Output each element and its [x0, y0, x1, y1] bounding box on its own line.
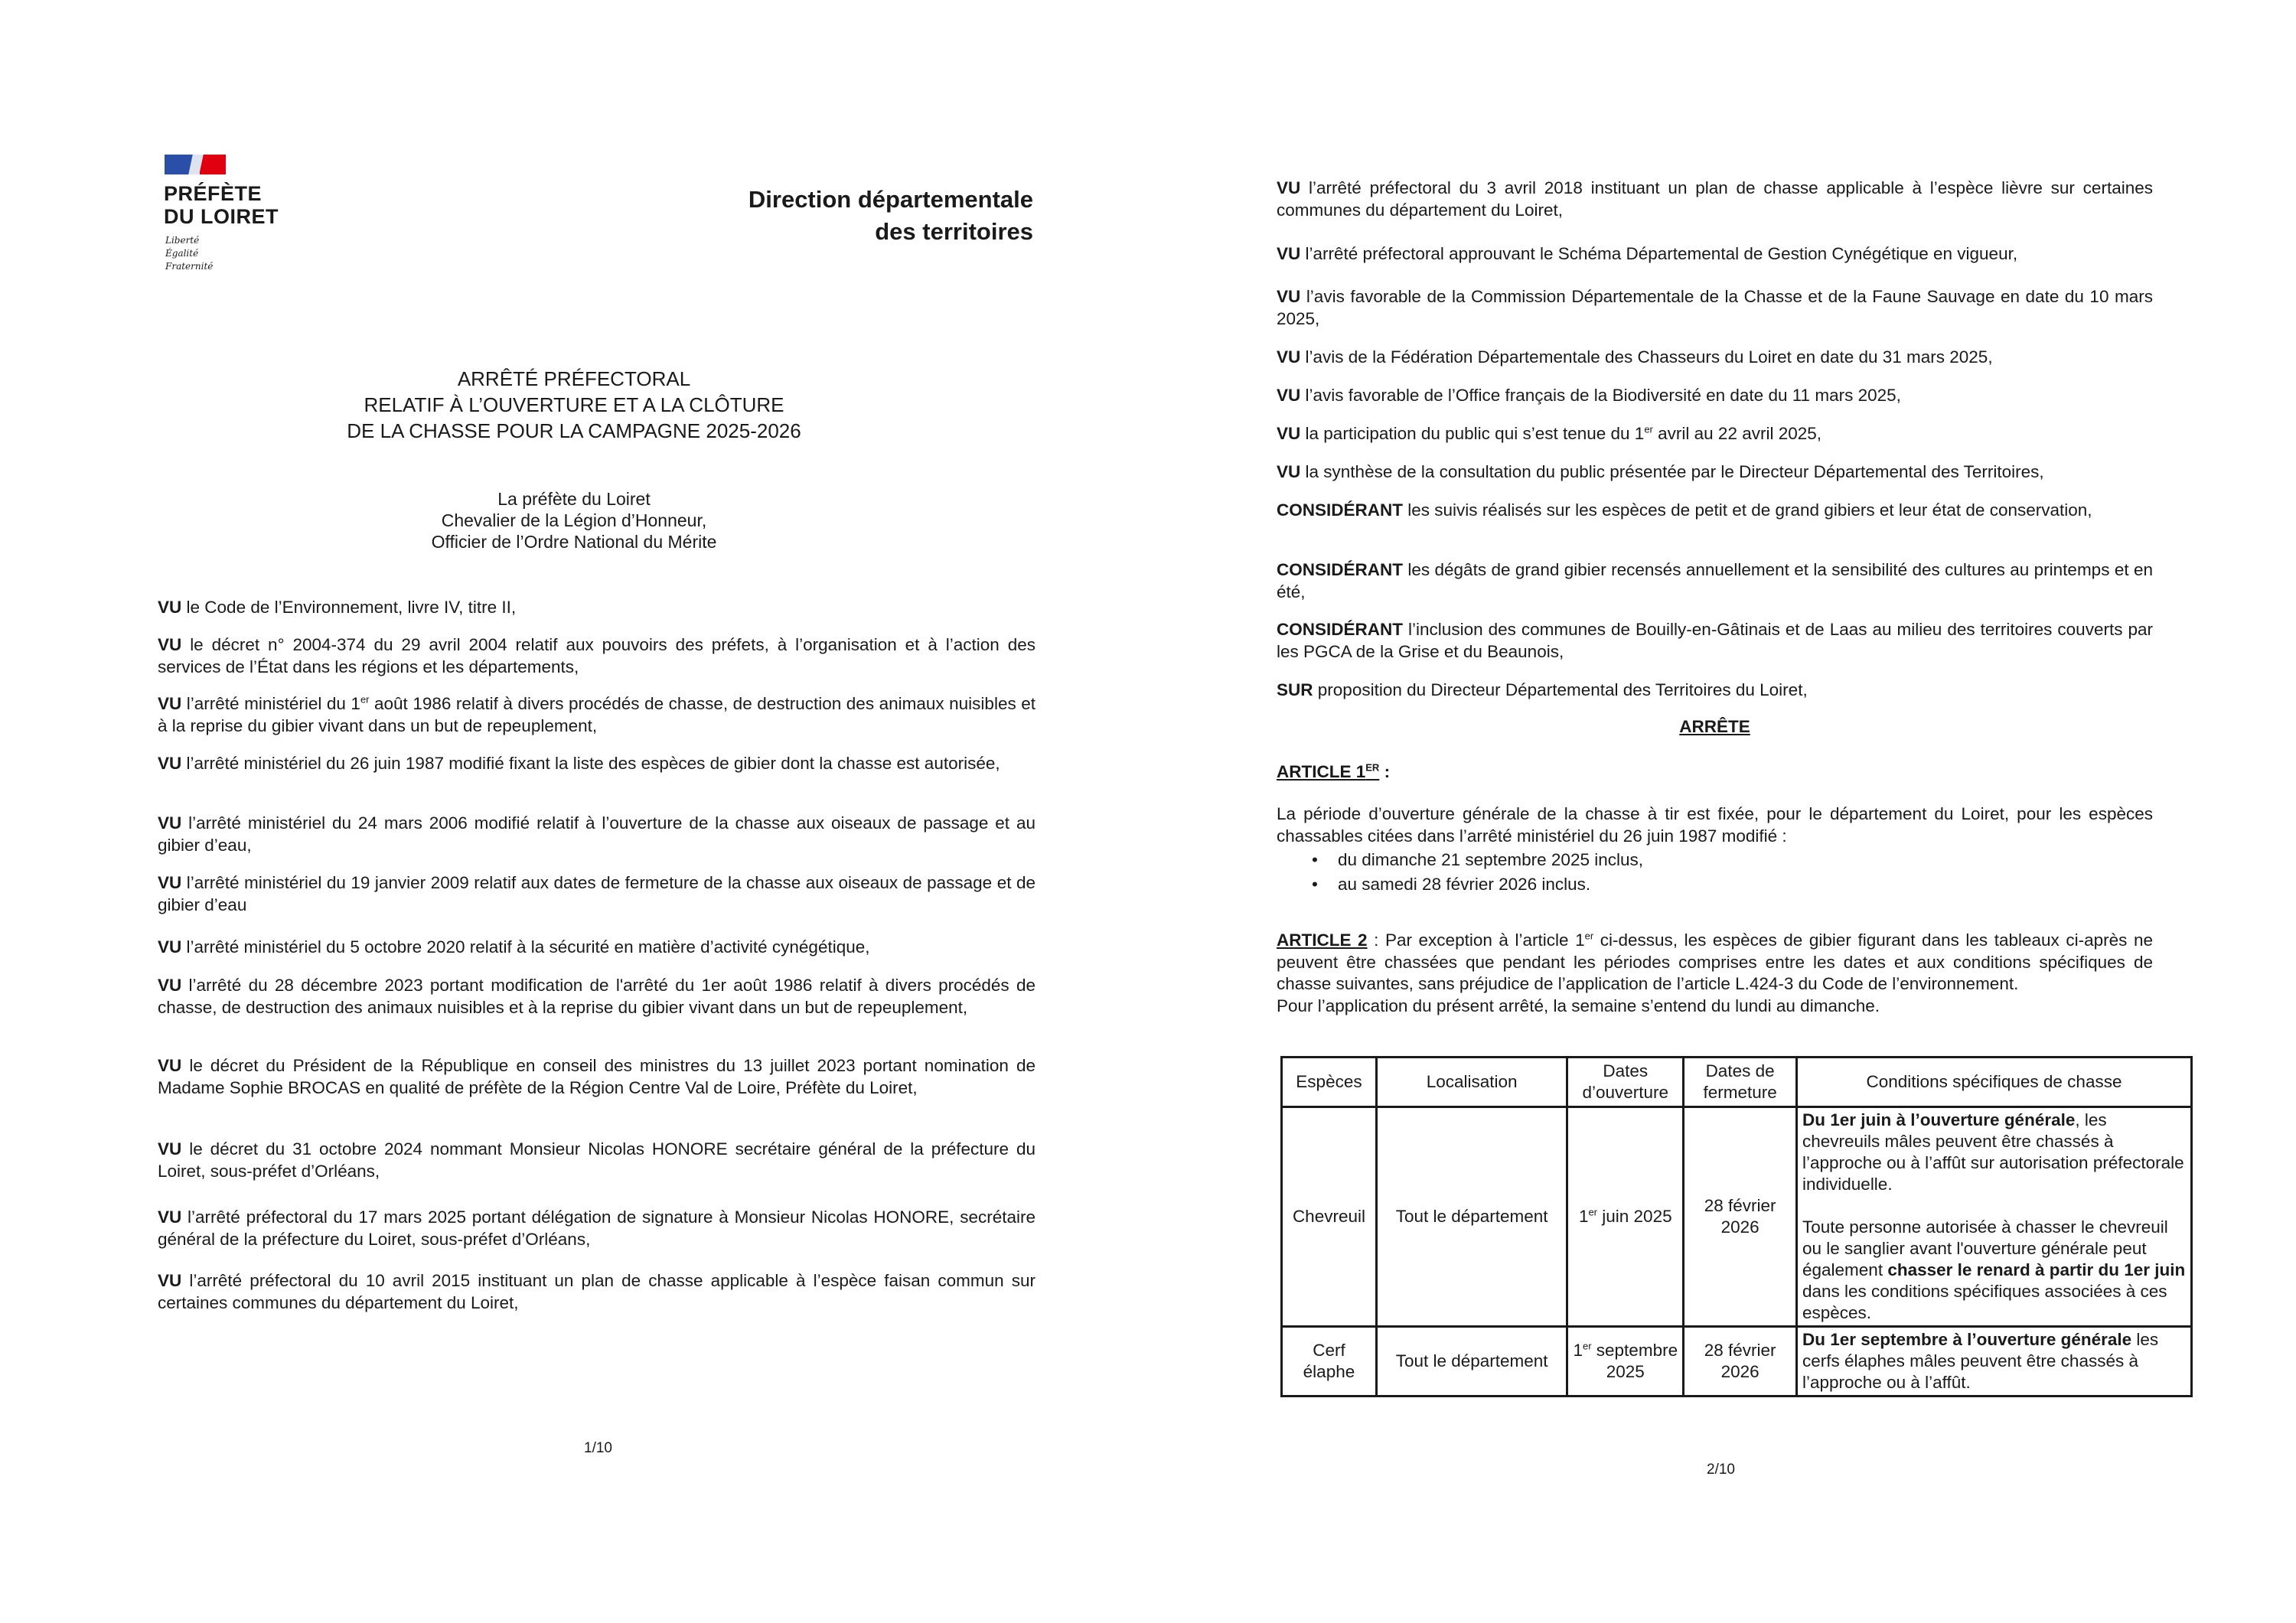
considerant-paragraph-2: [1277, 559, 2153, 603]
superscript: er: [360, 693, 370, 706]
vu-paragraph-18: [1277, 423, 2153, 445]
condition-text: les cerfs élaphes mâles peuvent être chassés à l’approche ou à l’affût.: [1802, 1330, 2159, 1392]
vu-label: VU: [1277, 347, 1301, 367]
vu-label: VU: [158, 694, 182, 713]
column-header: Espèces: [1282, 1058, 1377, 1107]
conditions-cell: [1797, 1107, 2192, 1327]
paragraph-text: l’arrêté préfectoral approuvant le Schéma Départemental de Gestion Cynégétique en vigueur,: [1305, 244, 2018, 263]
paragraph-text: la synthèse de la consultation du public présentée par le Directeur Départemental des Territoires,: [1305, 462, 2044, 481]
vu-paragraph-11: [158, 1207, 1035, 1250]
vu-paragraph-12: [158, 1270, 1035, 1314]
superscript: er: [1644, 423, 1653, 435]
article-1-colon: :: [1379, 762, 1391, 781]
condition-bold: Du 1er septembre à l’ouverture générale: [1802, 1330, 2132, 1349]
prefecture-brand: [164, 182, 279, 228]
considerant-paragraph-1: [1277, 500, 2153, 522]
title-line-1: ARRÊTÉ PRÉFECTORAL: [457, 367, 691, 390]
vu-paragraph-3: [158, 693, 1035, 737]
vu-paragraph-10: [158, 1139, 1035, 1182]
paragraph-text: l’arrêté ministériel du 24 mars 2006 modifié relatif à l’ouverture de la chasse aux oiseaux de passage et au gibier d’eau,: [158, 813, 1035, 855]
vu-label: VU: [158, 1056, 182, 1075]
paragraph-text: l’avis de la Fédération Départementale des Chasseurs du Loiret en date du 31 mars 2025,: [1305, 347, 1993, 367]
paragraph-text: proposition du Directeur Départemental des Territoires du Loiret,: [1317, 680, 1808, 699]
location-cell: Tout le département: [1376, 1327, 1567, 1396]
vu-paragraph-15: [1277, 286, 2153, 330]
vu-label: VU: [1277, 287, 1301, 306]
signer-line-2: Chevalier de la Légion d’Honneur,: [441, 510, 707, 530]
paragraph-text: ci-dessus, les espèces de gibier figurant dans les tableaux ci-après ne peuvent être chassées que pendant les périodes comprises entre les dates et aux conditions spécifiques de chasse suivantes, sans préjudice de l’application de l’article L.424-3 du Code de l’environnement.: [1277, 930, 2153, 993]
vu-label: VU: [158, 754, 182, 773]
paragraph-text: l’arrêté préfectoral du 10 avril 2015 instituant un plan de chasse applicable à l’espèce faisan commun sur certaines communes du département du Loiret,: [158, 1271, 1035, 1312]
paragraph-text: la participation du public qui s’est tenue du 1: [1305, 424, 1645, 443]
opening-date-cell: 1er septembre 2025: [1567, 1327, 1684, 1396]
paragraph-text: l’arrêté ministériel du 5 octobre 2020 relatif à la sécurité en matière d’activité cynégétique,: [186, 937, 870, 957]
vu-paragraph-13: [1277, 178, 2153, 221]
brand-line-1: PRÉFÈTE: [164, 182, 263, 205]
paragraph-text: les dégâts de grand gibier recensés annuellement et la sensibilité des cultures au printemps et en été,: [1277, 560, 2153, 601]
vu-paragraph-1: [158, 597, 1035, 619]
dept-line-2: des territoires: [875, 218, 1033, 245]
brand-line-2: DU LOIRET: [164, 205, 279, 228]
paragraph-text: les suivis réalisés sur les espèces de petit et de grand gibiers et leur état de conservation,: [1407, 500, 2092, 520]
vu-label: VU: [158, 937, 182, 957]
article-1-heading: [1277, 761, 2153, 784]
vu-paragraph-6: [158, 872, 1035, 916]
vu-paragraph-4: [158, 753, 1035, 775]
page-2: [1148, 0, 2296, 1623]
closing-date-cell: 28 février 2026: [1684, 1107, 1797, 1327]
paragraph-text: août 1986 relatif à divers procédés de chasse, de destruction des animaux nuisibles et à la reprise du gibier vivant dans un but de repeuplement,: [158, 694, 1035, 735]
paragraph-text: le décret n° 2004-374 du 29 avril 2004 relatif aux pouvoirs des préfets, à l’organisation et à l’action des services de l’État dans les régions et les départements,: [158, 635, 1035, 676]
paragraph-text: le Code de l’Environnement, livre IV, titre II,: [186, 598, 517, 617]
vu-label: VU: [158, 1207, 182, 1227]
list-item: • du dimanche 21 septembre 2025 inclus,: [1312, 848, 1643, 872]
signer-block: [344, 488, 804, 552]
title-line-2: RELATIF À L’OUVERTURE ET A LA CLÔTURE: [364, 393, 784, 416]
motto-line-1: Liberté: [165, 235, 200, 246]
column-header: Conditions spécifiques de chasse: [1797, 1058, 2192, 1107]
vu-paragraph-5: [158, 813, 1035, 856]
vu-label: VU: [1277, 244, 1301, 263]
vu-paragraph-19: [1277, 461, 2153, 484]
vu-paragraph-9: [158, 1055, 1035, 1099]
paragraph-text: : Par exception à l’article 1: [1367, 930, 1585, 950]
article-1-label: ARTICLE 1ER: [1277, 761, 1380, 781]
paragraph-text: avril au 22 avril 2025,: [1652, 424, 1822, 443]
table-header-row: [1282, 1058, 2192, 1107]
vu-label: VU: [1277, 386, 1301, 405]
signer-line-3: Officier de l’Ordre National du Mérite: [431, 532, 717, 552]
paragraph-text: l’avis favorable de la Commission Départementale de la Chasse et de la Faune Sauvage en date du 10 mars 2025,: [1277, 287, 2153, 328]
table-row: [1282, 1107, 2192, 1327]
vu-paragraph-17: [1277, 385, 2153, 407]
vu-paragraph-14: [1277, 243, 2153, 266]
conditions-cell: [1797, 1327, 2192, 1396]
vu-paragraph-2: [158, 634, 1035, 678]
considerant-label: CONSIDÉRANT: [1277, 500, 1404, 520]
vu-label: VU: [158, 635, 182, 654]
paragraph-text: l’arrêté du 28 décembre 2023 portant modification de l'arrêté du 1er août 1986 relatif à divers procédés de chasse, de destruction des animaux nuisibles et à la reprise du gibier vivant dans un but de repeuplement,: [158, 976, 1035, 1017]
condition-bold: chasser le renard à partir du 1er juin: [1887, 1260, 2186, 1279]
title-line-3: DE LA CHASSE POUR LA CAMPAGNE 2025-2026: [347, 419, 801, 442]
vu-label: VU: [158, 976, 182, 995]
signer-line-1: La préfète du Loiret: [497, 489, 651, 509]
vu-paragraph-16: [1277, 347, 2153, 369]
dept-line-1: Direction départementale: [748, 186, 1033, 213]
paragraph-text: l’arrêté ministériel du 1: [186, 694, 360, 713]
paragraph-text: le décret du 31 octobre 2024 nommant Monsieur Nicolas HONORE secrétaire général de la préfecture du Loiret, sous-préfet d’Orléans,: [158, 1139, 1035, 1181]
paragraph-text: le décret du Président de la République en conseil des ministres du 13 juillet 2023 portant nomination de Madame Sophie BROCAS en qualité de préfète de la Région Centre Val de Loire, Préfète du Loiret,: [158, 1056, 1035, 1097]
list-item: • au samedi 28 février 2026 inclus.: [1312, 872, 1643, 897]
vu-label: VU: [1277, 462, 1301, 481]
considerant-label: CONSIDÉRANT: [1277, 560, 1404, 579]
vu-label: VU: [158, 1271, 182, 1290]
vu-paragraph-7: [158, 937, 1035, 959]
sur-paragraph: [1277, 680, 2153, 702]
article-2-text: [1277, 930, 2153, 1017]
motto-line-3: Fraternité: [165, 261, 214, 272]
paragraph-text: l’arrêté préfectoral du 17 mars 2025 portant délégation de signature à Monsieur Nicolas HONORE, secrétaire général de la préfecture du Loiret, sous-préfet d’Orléans,: [158, 1207, 1035, 1249]
paragraph-text: l’arrêté ministériel du 26 juin 1987 modifié fixant la liste des espèces de gibier dont la chasse est autorisée,: [186, 754, 1000, 773]
page-number: 2/10: [1707, 1462, 1735, 1478]
table-row: [1282, 1327, 2192, 1396]
paragraph-text: Pour l’application du présent arrêté, la semaine s’entend du lundi au dimanche.: [1277, 996, 1880, 1015]
article-2-label: ARTICLE 2: [1277, 930, 1368, 950]
arrete-label: ARRÊTE: [1679, 717, 1750, 736]
vu-label: VU: [158, 873, 182, 892]
republic-motto: [165, 234, 213, 273]
sur-label: SUR: [1277, 680, 1313, 699]
column-header: Dates d’ouverture: [1567, 1058, 1684, 1107]
vu-label: VU: [158, 813, 182, 833]
paragraph-text: l’avis favorable de l’Office français de la Biodiversité en date du 11 mars 2025,: [1305, 386, 1901, 405]
species-cell: Cerf élaphe: [1282, 1327, 1377, 1396]
considerant-paragraph-3: [1277, 619, 2153, 663]
paragraph-text: l’arrêté préfectoral du 3 avril 2018 instituant un plan de chasse applicable à l’espèce lièvre sur certaines communes du département du Loiret,: [1277, 178, 2153, 220]
vu-paragraph-8: [158, 975, 1035, 1018]
motto-line-2: Égalité: [165, 248, 199, 259]
condition-text: dans les conditions spécifiques associées à ces espèces.: [1802, 1282, 2167, 1322]
department-heading: [748, 184, 1033, 248]
hunting-conditions-table: [1280, 1056, 2193, 1397]
paragraph-text: l’inclusion des communes de Bouilly-en-Gâtinais et de Laas au milieu des territoires couverts par les PGCA de la Grise et du Beaunois,: [1277, 620, 2153, 661]
article-1-text: La période d’ouverture générale de la chasse à tir est fixée, pour le département du Loiret, pour les espèces chassables citées dans l’arrêté ministériel du 26 juin 1987 modifié :: [1277, 804, 2153, 846]
vu-label: VU: [1277, 178, 1301, 197]
marianne-flag-logo: [165, 155, 226, 174]
closing-date-cell: 28 février 2026: [1684, 1327, 1797, 1396]
condition-text: , les chevreuils mâles peuvent être chassés à l’approche ou à l’affût sur autorisation préfectorale individuelle.: [1802, 1110, 2184, 1194]
article-1-dates-list: [1312, 848, 1643, 897]
species-cell: Chevreuil: [1282, 1107, 1377, 1327]
vu-label: VU: [158, 598, 182, 617]
page-number: 1/10: [584, 1440, 612, 1456]
column-header: Dates de fermeture: [1684, 1058, 1797, 1107]
document-title: [306, 366, 842, 444]
paragraph-text: l’arrêté ministériel du 19 janvier 2009 relatif aux dates de fermeture de la chasse aux oiseaux de passage et de gibier d’eau: [158, 873, 1035, 914]
arrete-heading: [1277, 716, 2153, 738]
vu-label: VU: [1277, 424, 1301, 443]
column-header: Localisation: [1376, 1058, 1567, 1107]
opening-date-cell: 1er juin 2025: [1567, 1107, 1684, 1327]
superscript: er: [1584, 930, 1594, 942]
condition-text: Toute personne autorisée à chasser le chevreuil ou le sanglier avant l'ouverture générale peut également: [1802, 1217, 2168, 1279]
considerant-label: CONSIDÉRANT: [1277, 620, 1404, 639]
vu-label: VU: [158, 1139, 182, 1159]
location-cell: Tout le département: [1376, 1107, 1567, 1327]
condition-bold: Du 1er juin à l’ouverture générale: [1802, 1110, 2076, 1129]
